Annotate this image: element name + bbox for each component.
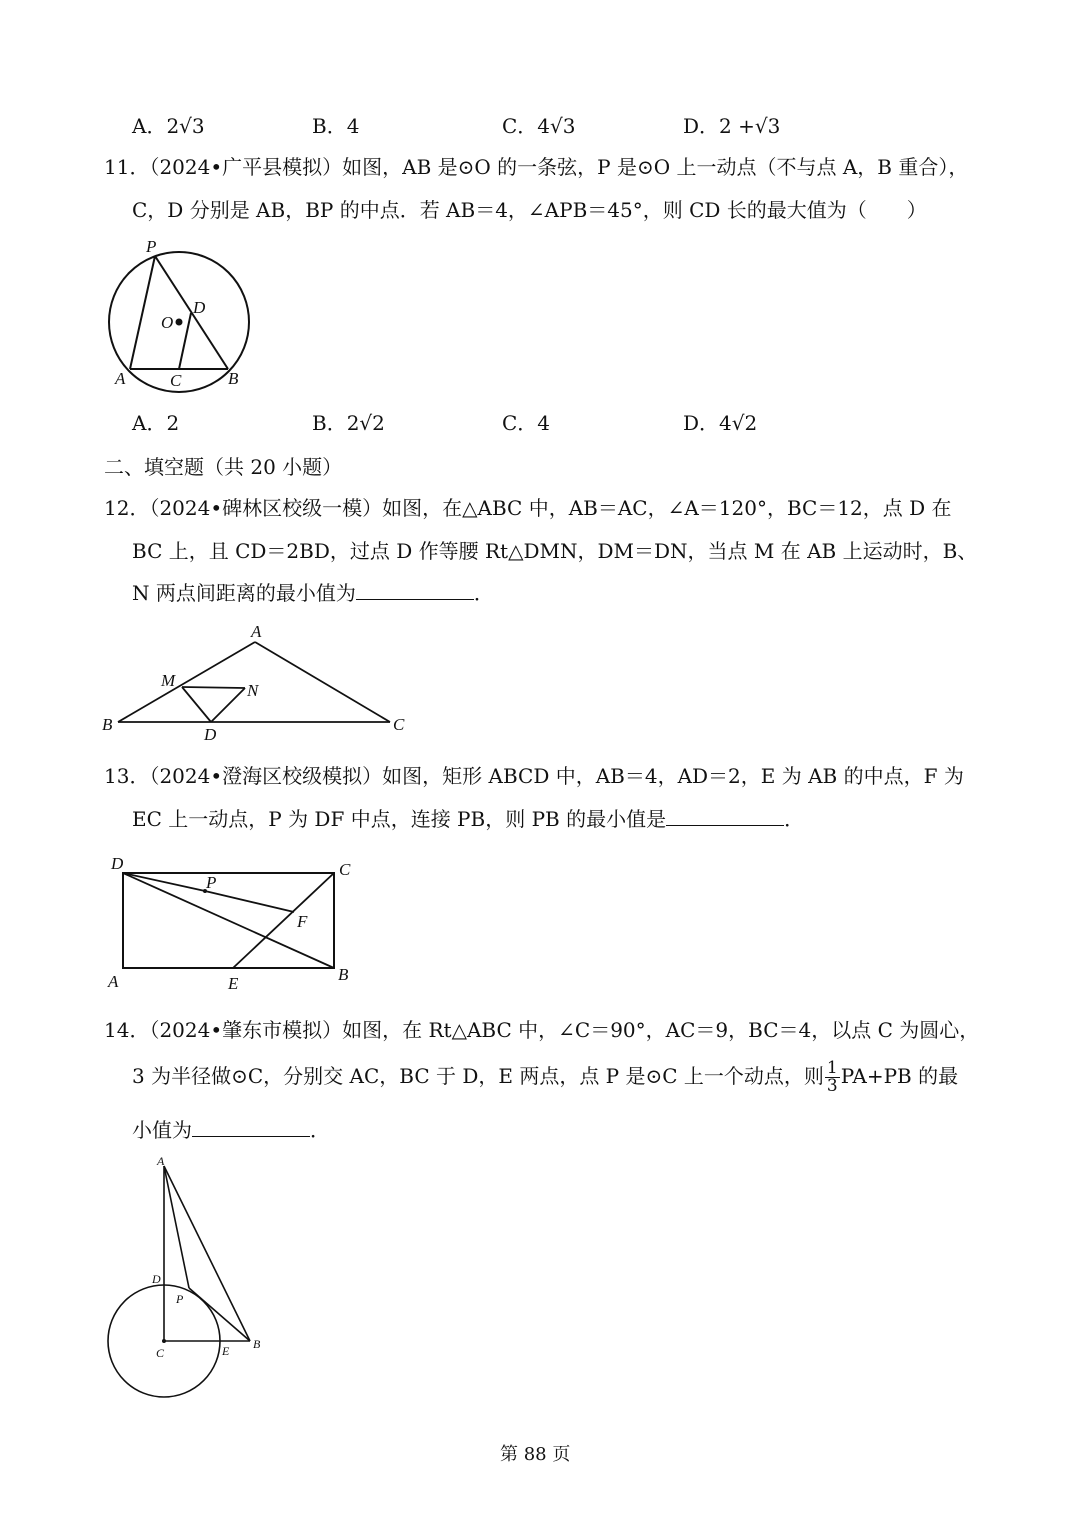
q11-stem-line1: 11．（2024•广平县模拟）如图，AB 是⊙O 的一条弦，P 是⊙O 上一动点（不与点 A，B 重合），	[104, 155, 969, 179]
q13-label-e: E	[228, 974, 239, 993]
q11-label-c: C	[170, 371, 182, 390]
q13-stem-line1: 13．（2024•澄海区校级模拟）如图，矩形 ABCD 中，AB＝4，AD＝2，E 为 AB 的中点，F 为	[104, 764, 964, 788]
q14-label-c: C	[156, 1346, 165, 1360]
q12-stem-end: ．	[473, 581, 494, 605]
q12-label-b: B	[102, 715, 113, 734]
q13-label-a: A	[108, 972, 119, 991]
q14-figure-right-triangle	[100, 1150, 280, 1410]
q12-figure-triangle	[100, 620, 420, 750]
q14-fraction	[825, 1060, 840, 1095]
q13-stem-line2	[132, 805, 804, 833]
q11-option-c: C．4	[502, 411, 551, 435]
q11-option-b: B．2√2	[312, 411, 385, 435]
q11-label-a: A	[115, 369, 126, 388]
q11-option-d: D．4√2	[683, 411, 758, 435]
q14-stem-end: ．	[310, 1118, 330, 1142]
q11-label-p: P	[146, 237, 157, 256]
q11-figure-circle	[100, 236, 260, 396]
q13-stem-line2-text: EC 上一动点，P 为 DF 中点，连接 PB，则 PB 的最小值是	[132, 807, 667, 831]
q12-label-n: N	[247, 681, 259, 700]
q11-label-o: O	[161, 313, 174, 332]
q13-figure-rectangle	[100, 850, 370, 993]
q14-stem-line2	[132, 1058, 958, 1095]
q12-stem-line1: 12．（2024•碑林区校级一模）如图，在△ABC 中，AB＝AC，∠A＝120°，BC＝12，点 D 在	[104, 496, 952, 520]
q11-center-dot	[176, 319, 183, 326]
q14-fraction-denominator: 3	[826, 1076, 838, 1096]
q12-answer-blank[interactable]	[356, 581, 474, 600]
section-title: 二、填空题（共 20 小题）	[104, 455, 343, 479]
q13-label-c: C	[339, 860, 351, 879]
q13-answer-blank[interactable]	[666, 807, 784, 826]
q11-option-a: A．2	[132, 411, 180, 435]
q12-label-a: A	[251, 622, 262, 641]
q14-stem-line2-pre: 3 为半径做⊙C，分别交 AC，BC 于 D，E 两点，点 P 是⊙C 上一个动点，则	[132, 1064, 824, 1088]
q12-segment-dn	[211, 688, 245, 722]
page-number: 第 88 页	[500, 1444, 571, 1465]
q11-segment-pa	[130, 256, 155, 369]
q13-segment-ec	[233, 873, 334, 968]
q13-stem-end: ．	[784, 807, 805, 831]
q12-label-m: M	[161, 671, 176, 690]
q11-label-d: D	[193, 298, 206, 317]
q14-label-b: B	[253, 1337, 261, 1351]
q11-stem-line2: C，D 分别是 AB，BP 的中点．若 AB＝4，∠APB＝45°，则 CD 长的最大值为（ ）	[132, 198, 927, 222]
q14-answer-blank[interactable]	[192, 1118, 310, 1137]
q12-side-ac	[255, 642, 390, 722]
q14-label-d: D	[152, 1272, 161, 1286]
q10-option-a: A．2√3	[132, 114, 205, 138]
q14-point-c	[162, 1339, 166, 1343]
q10-option-d: D．2 +√3	[683, 114, 781, 138]
q14-segment-ap	[164, 1166, 189, 1288]
q14-label-p: P	[176, 1292, 184, 1306]
q14-side-ab	[164, 1166, 250, 1341]
q14-stem-line1: 14．（2024•肇东市模拟）如图，在 Rt△ABC 中，∠C＝90°，AC＝9，BC＝4，以点 C 为圆心，	[104, 1018, 980, 1042]
q13-label-f: F	[297, 912, 308, 931]
q13-segment-dp	[123, 873, 205, 891]
q14-stem-line2-post: PA+PB 的最	[840, 1064, 959, 1088]
q12-side-ab	[118, 642, 255, 722]
q13-label-d: D	[111, 854, 124, 873]
q12-label-c: C	[393, 715, 405, 734]
q12-segment-mn	[182, 687, 245, 688]
q12-stem-line2: BC 上，且 CD＝2BD，过点 D 作等腰 Rt△DMN，DM＝DN，当点 M 在 AB 上运动时，B、	[132, 539, 978, 563]
q12-stem-line3	[132, 579, 494, 607]
q14-fraction-numerator: 1	[826, 1058, 838, 1078]
q13-segment-pf	[205, 891, 294, 912]
q14-label-e: E	[222, 1344, 230, 1358]
q14-label-a: A	[157, 1154, 165, 1168]
q13-label-p: P	[206, 873, 217, 892]
q10-option-c: C．4√3	[502, 114, 576, 138]
q10-option-b: B．4	[312, 114, 360, 138]
q12-label-d: D	[204, 725, 217, 744]
q12-stem-line3-text: N 两点间距离的最小值为	[132, 581, 356, 605]
q13-label-b: B	[338, 965, 349, 984]
q12-segment-md	[182, 687, 211, 722]
q14-stem-line3	[132, 1116, 330, 1144]
q11-label-b: B	[228, 369, 239, 388]
q14-stem-line3-text: 小值为	[132, 1118, 192, 1142]
